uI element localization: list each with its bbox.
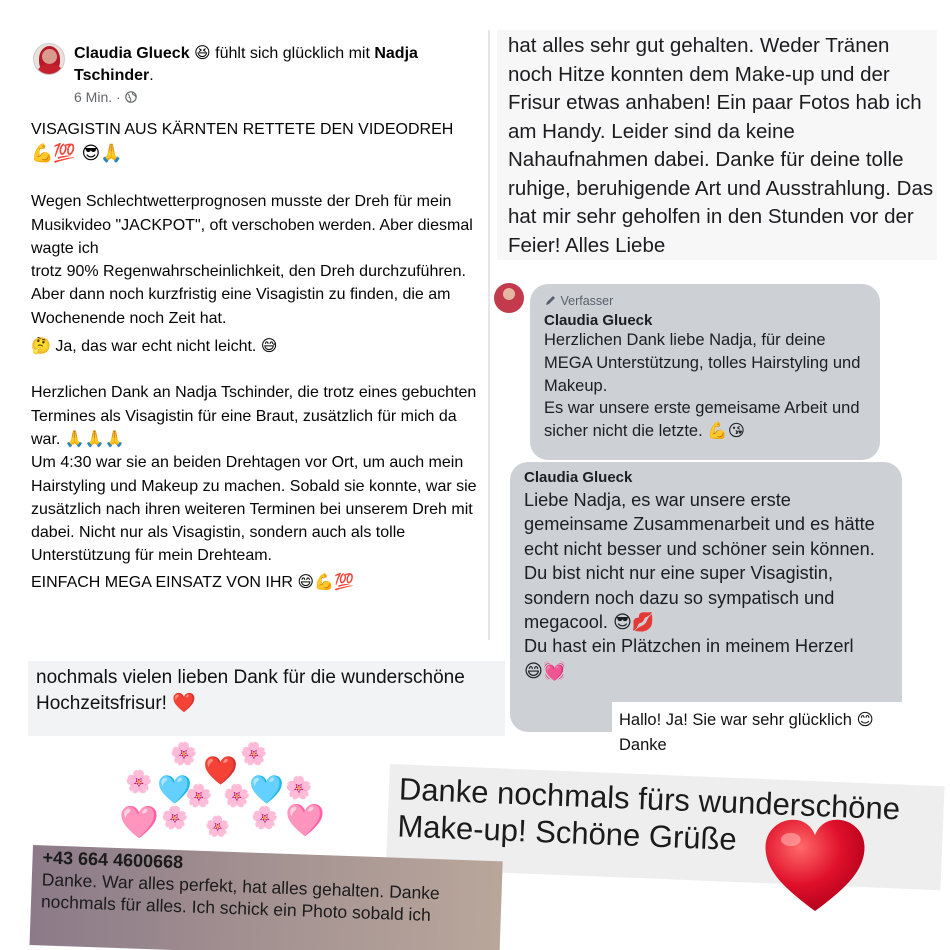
cherry-blossom-icon: 🌸 <box>170 742 198 767</box>
post-meta: 6 Min. · <box>74 89 137 105</box>
comment-author[interactable]: Claudia Glueck <box>544 312 653 329</box>
post-paragraph: Herzlichen Dank an Nadja Tschinder, die trotz eines gebuchten Termines als Visagistin für eine Braut, zusätzlich für mich da war. 🙏🙏🙏 <box>31 384 477 448</box>
post-paragraph <box>31 167 481 190</box>
divider <box>488 30 490 640</box>
cherry-blossom-icon: 🌸 <box>205 814 230 838</box>
pencil-icon <box>544 294 557 307</box>
message-text: hat alles sehr gut gehalten. Weder Tränen noch Hitze konnten dem Make-up und der Frisur etwas anhaben! Ein paar Fotos hab ich am Handy. Leider sind da keine Nahaufnahmen dabei. Danke für deine tolle ruhige, beruhigende Art und Ausstrahlung. Das hat mir sehr geholfen in den Stunden vor der Feier! Alles Liebe <box>508 34 934 257</box>
reply-message <box>612 702 942 762</box>
cherry-blossom-icon: 🌸 <box>223 784 251 809</box>
message-block <box>28 661 505 736</box>
post-paragraph: VISAGISTIN AUS KÄRNTEN RETTETE DEN VIDEODREH <box>31 121 454 138</box>
red-heart-icon <box>760 812 870 922</box>
post-paragraph: Um 4:30 war sie an beiden Drehtagen vor Ort, um auch mein Hairstyling und Makeup zu machen. Sobald sie konnte, war sie zusätzlich nach ihren weiteren Terminen bei unserem Dreh mit dabei. Nicht nur als Visagistin, sondern auch als tolle Unterstützung für mein Drehteam. <box>31 454 477 565</box>
post-header: Claudia Glueck 😆 fühlt sich glücklich mit Nadja Tschinder. <box>74 43 418 84</box>
tagged-person[interactable]: Nadja Tschinder <box>74 45 418 84</box>
post-paragraph: trotz 90% Regenwahrscheinlichkeit, den Dreh durchzuführen. Aber dann noch kurzfristig eine Visagistin zu finden, die am Wochenende noch Zeit hat. <box>31 263 466 327</box>
sms-text: Danke. War alles perfekt, hat alles gehalten. Danke nochmals für alles. Ich schick ein Photo sobald ich <box>40 869 441 925</box>
red-heart-icon: ❤️ <box>203 754 238 787</box>
cherry-blossom-icon: 🌸 <box>185 784 213 809</box>
post-time[interactable]: 6 Min. <box>74 89 113 105</box>
comment-text: Herzlichen Dank liebe Nadja, für deine MEGA Unterstützung, tolles Hairstyling und Makeup. Es war unsere erste gemeisame Arbeit und sicher nicht die letzte. 💪😘 <box>544 331 861 441</box>
message-text: Danke nochmals fürs wunderschöne Make-up! Schöne Grüße <box>396 771 901 857</box>
feeling-emoji: 😆 <box>194 43 211 62</box>
comment-avatar[interactable] <box>494 283 524 313</box>
post-paragraph: 🤔 Ja, das war echt nicht leicht. 😅 <box>31 338 278 356</box>
message-text: nochmals vielen lieben Dank für die wunderschöne Hochzeitsfrisur! ❤️ <box>36 667 465 714</box>
cherry-blossom-icon: 🌸 <box>251 806 279 831</box>
globe-icon <box>125 91 137 103</box>
post-body <box>31 118 481 594</box>
post-paragraph: Wegen Schlechtwetterprognosen musste der Dreh für mein Musikvideo "JACKPOT", oft verschoben werden. Aber diesmal wagte ich <box>31 193 473 257</box>
comment-bubble <box>510 462 902 732</box>
light-blue-heart-icon: 🩵 <box>249 773 284 806</box>
phone-number[interactable]: +43 664 4600668 <box>42 847 184 873</box>
post-paragraph: 💪💯 😎🙏 <box>31 143 123 165</box>
comment-author[interactable]: Claudia Glueck <box>524 469 633 486</box>
sms-message <box>30 845 503 950</box>
flower-heart-cluster <box>115 742 330 842</box>
comment-text: Liebe Nadja, es war unsere erste gemeinsame Zusammenarbeit und es hätte echt nicht besser und schöner sein können. Du bist nicht nur eine super Visagistin, sondern noch dazu so sympatisch und megacool. 😎💋 Du hast ein Plätzchen in meinem Herzerl 😄💓 <box>524 490 875 681</box>
post-paragraph <box>31 358 481 381</box>
cherry-blossom-icon: 🌸 <box>285 776 313 801</box>
cherry-blossom-icon: 🌸 <box>161 806 189 831</box>
pink-heart-icon: 🩷 <box>119 803 159 841</box>
badge-label: Verfasser <box>560 294 614 308</box>
light-blue-heart-icon: 🩵 <box>157 773 192 806</box>
feeling-text: fühlt sich glücklich mit <box>210 45 375 62</box>
pink-heart-icon: 🩷 <box>285 801 325 839</box>
author-name[interactable]: Claudia Glueck <box>74 45 190 62</box>
author-badge <box>544 294 866 308</box>
cherry-blossom-icon: 🌸 <box>240 742 268 767</box>
author-avatar[interactable] <box>33 43 65 75</box>
comment-bubble <box>530 284 880 460</box>
post-paragraph: EINFACH MEGA EINSATZ VON IHR 😄💪💯 <box>31 573 354 591</box>
cherry-blossom-icon: 🌸 <box>125 770 153 795</box>
reply-text: Hallo! Ja! Sie war sehr glücklich 😊 Danke <box>619 711 874 754</box>
